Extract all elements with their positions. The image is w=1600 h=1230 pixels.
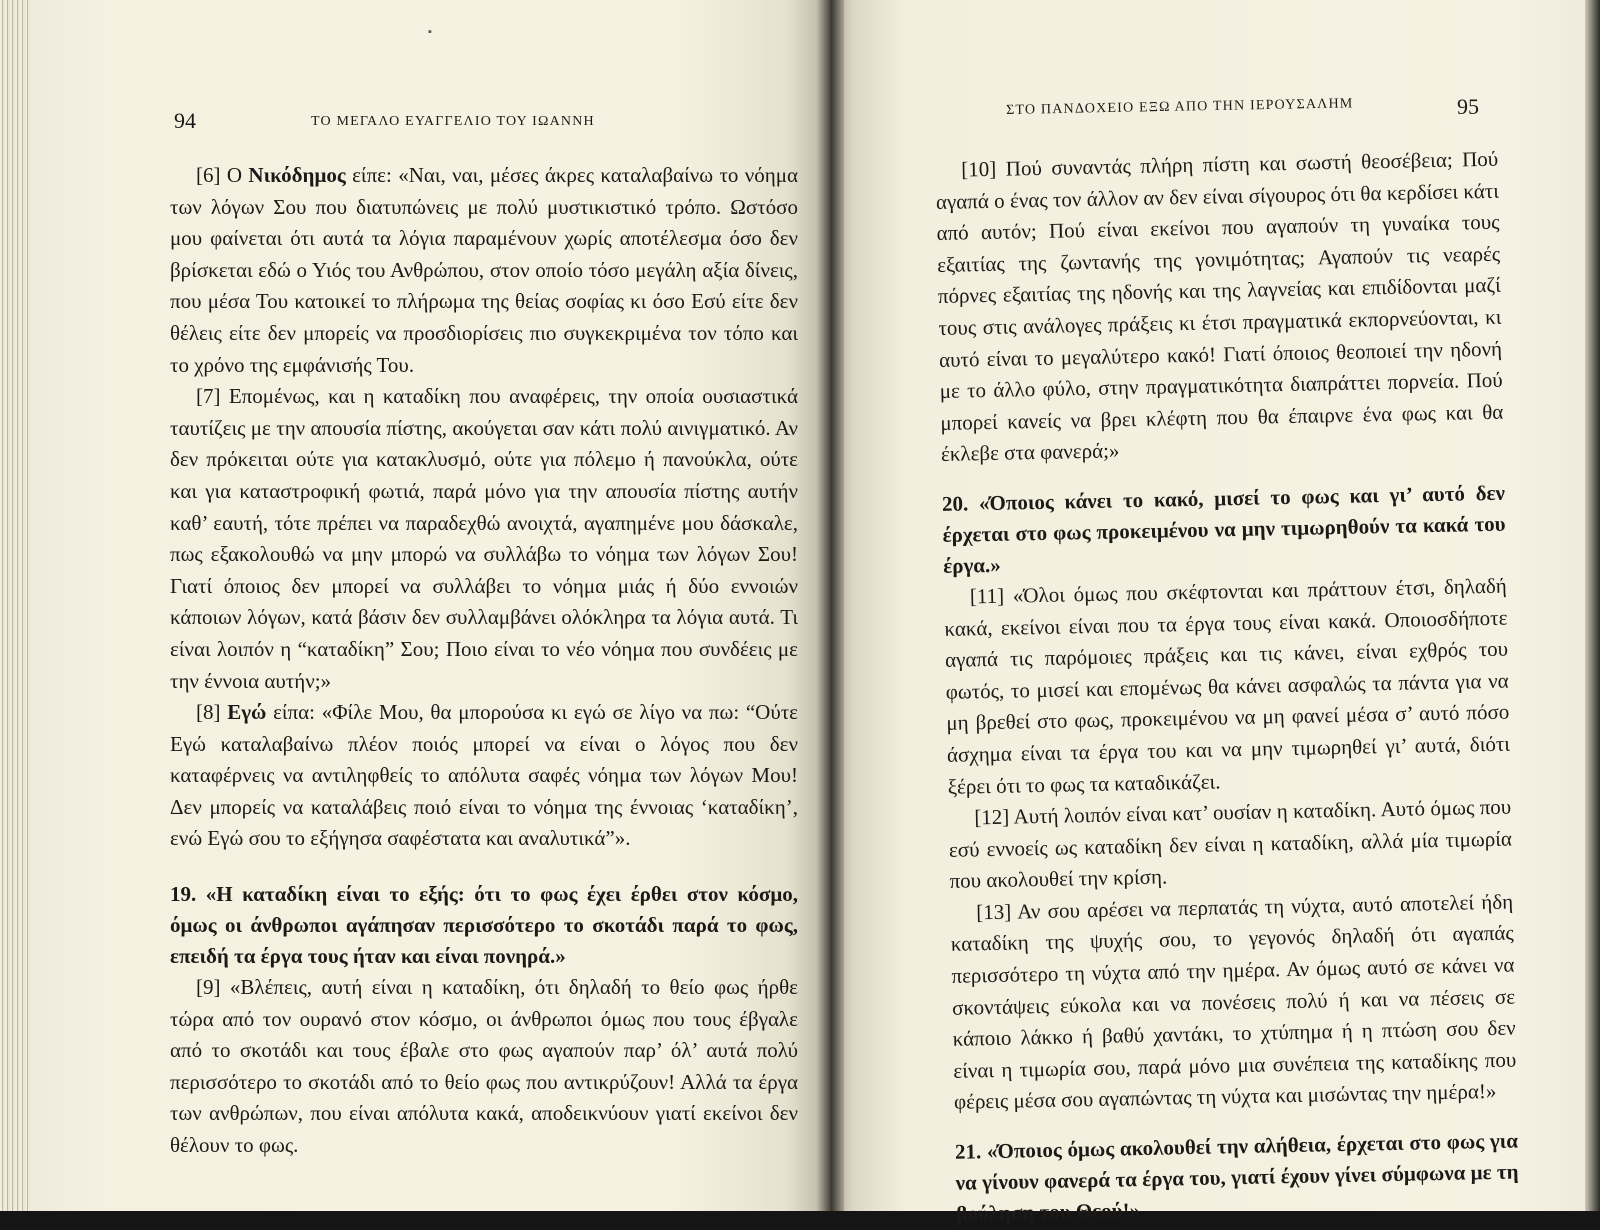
left-page <box>28 0 828 1211</box>
verse-heading-20: 20. «Όποιος κάνει το κακό, μισεί το φως και γι’ αυτό δεν έρχεται στο φως προκειμένου να μην τιμωρηθούν τα κακά του έργα.» <box>941 480 1506 578</box>
page-number: 95 <box>1457 94 1479 119</box>
paragraph-7: [7] Επομένως, και η καταδίκη που αναφέρεις, την οποία ουσιαστικά ταυτίζεις με την απουσία πίστης, ακούγεται σαν κάτι πολύ αινιγματικό. Αν δεν πρόκειται ούτε για κατακλυσμό, ούτε για πόλεμο ή πανούκλα, ούτε και για καταστροφική φωτιά, παρά μόνο για την απουσία πίστης αυτήν καθ’ εαυτή, τότε πρέπει να παραδεχθώ ανοιχτά, αγαπημένε μου δάσκαλε, πως εξακολουθώ να μην μπορώ να συλλάβω το νόημα των λόγων Σου! Γιατί όποιος δεν μπορεί να συλλάβει το νόημα μιάς ή δύο εννοιών κάποιων λόγων, κατά βάσιν δεν συλλαμβάνει ολόκληρα τα λόγια αυτά. Τι είναι λοιπόν η “καταδίκη” Σου; Ποιο είναι το νέο νόημα που συνδέεις με την έννοια αυτήν;» <box>170 384 798 693</box>
page-body <box>935 144 1519 1230</box>
scan-speck: ▪ <box>428 26 432 38</box>
paragraph-10: [10] Πού συναντάς πλήρη πίστη και σωστή θεοσέβεια; Πού αγαπά ο ένας τον άλλον αν δεν είναι σίγουρος ότι θα κερδίσει κάτι από αυτόν; Πού είναι εκείνοι που αγαπούν τη γυναίκα τους εξαιτίας της ζωντανής της γονιμότητας; Αγαπούν τις νεαρές πόρνες εξαιτίας της ηδονής και της λαγνείας και επιδίδονται μαζί τους στις ανάλογες πράξεις κι έτσι πραγματικά εκπορνεύονται, κι αυτό είναι το μεγαλύτερο κακό! Γιατί όποιος θεοποιεί την ηδονή με το άλλο φύλο, στην πραγματικότητα διαπράττει πορνεία. Πού μπορεί κανείς να βρει κλέφτη που θα έπαιρνε ένα φως και θα έκλεβε στα φανερά;» <box>935 146 1504 467</box>
paragraph-13: [13] Αν σου αρέσει να περπατάς τη νύχτα, αυτό αποτελεί ήδη καταδίκη της ψυχής σου, το γεγονός δηλαδή ότι αγαπάς περισσότερο τη νύχτα από την ημέρα. Αν όμως αυτό σε κάνει να σκοντάψεις εύκολα και να πονέσεις πολύ ή και να πέσεις σε κάποιο λάκκο ή βαθύ χαντάκι, το χτύπημα ή η πτώση σου δεν είναι η τιμωρία σου, παρά μόνο μια συνέπεια της καταδίκης που φέρεις μέσα σου αγαπώντας τη νύχτα και μισώντας την ημέρα!» <box>950 889 1517 1115</box>
speaker-name: Εγώ <box>227 700 267 725</box>
paragraph-6: [6] Ο Νικόδημος είπε: «Ναι, ναι, μέσες άκρες καταλαβαίνω το νόημα των λόγων Σου που διατυπώνεις με πολύ μυστικιστικό τρόπο. Ωστόσο μου φαίνεται ότι αυτά τα λόγια παραμένουν χωρίς αποτέλεσμα όσο δεν βρίσκεται εδώ ο Υιός του Ανθρώπου, στον οποίο τόσο μεγάλη αξία δίνεις, που μέσα Του κατοικεί το πλήρωμα της θείας σοφίας κι όσο Εσύ είτε δεν θέλεις είτε δεν μπορείς να προσδιορίσεις πιο συγκεκριμένα τον τόπο και το χρόνο της εμφάνισής Του. <box>170 163 798 377</box>
page-number: 94 <box>174 108 196 133</box>
verse-heading-19: 19. «Η καταδίκη είναι το εξής: ότι το φως έχει έρθει στον κόσμο, όμως οι άνθρωποι αγάπησαν περισσότερο το σκοτάδι παρά το φως, επειδή τα έργα τους ήταν και είναι πονηρά.» <box>170 882 798 969</box>
running-header: ΣΤΟ ΠΑΝΔΟΧΕΙΟ ΕΞΩ ΑΠΟ ΤΗΝ ΙΕΡΟΥΣΑΛΗΜ <box>1006 96 1354 118</box>
paragraph-11: [11] «Όλοι όμως που σκέφτονται και πράττουν έτσι, δηλαδή κακά, εκείνοι είναι που τα έργα τους είναι κακά. Οποιοσδήποτε αγαπά τις παρόμοιες πράξεις και τις κάνει, είναι εχθρός του φωτός, το μισεί και επομένως θα κάνει ασφαλώς τα πάντα για να μη βρεθεί στο φως, προκειμένου να μη φανεί μέσα σ’ αυτό πόσο άσχημα είναι τα έργα του και να μην τιμωρηθεί γι’ αυτά, διότι ξέρει ότι το φως τα καταδικάζει. <box>944 573 1511 799</box>
paragraph-12: [12] Αυτή λοιπόν είναι κατ’ ουσίαν η καταδίκη. Αυτό όμως που εσύ εννοείς ως καταδίκη δεν είναι η καταδίκη, αλλά μία τιμωρία που ακολουθεί την κρίση. <box>948 794 1513 894</box>
running-header: ΤΟ ΜΕΓΑΛΟ ΕΥΑΓΓΕΛΙΟ ΤΟΥ ΙΩΑΝΝΗ <box>311 114 595 129</box>
page-body <box>170 160 798 1162</box>
speaker-name: Νικόδημος <box>248 163 346 187</box>
book-gutter <box>816 0 844 1211</box>
spacer <box>170 855 798 879</box>
right-page <box>830 0 1585 1226</box>
page-edge-shadow <box>1585 0 1600 1211</box>
paragraph-8: [8] Εγώ είπα: «Φίλε Μου, θα μπορούσα κι εγώ σε λίγο να πω: “Ούτε Εγώ καταλαβαίνω πλέον ποιός μπορεί να είναι ο λόγος που δεν καταφέρνεις να αντιληφθείς το απόλυτα σαφές νόημα των λόγων Μου! Δεν μπορείς να καταλάβεις ποιό είναι το νόημα της έννοιας ‘καταδίκη’, ενώ Εγώ σου το εξήγησα σαφέστατα και αναλυτικά”». <box>170 700 798 851</box>
paragraph-9: [9] «Βλέπεις, αυτή είναι η καταδίκη, ότι δηλαδή το θείο φως ήρθε τώρα από τον ουρανό στον κόσμο, οι άνθρωποι όμως που τους έβγαλε από το σκοτάδι και τους έβαλε στο φως αγαπούν παρ’ όλ’ αυτά πολύ περισσότερο το σκοτάδι από το θείο φως που αντικρύζουν! Αλλά τα έργα των ανθρώπων, που είναι απόλυτα κακά, αποδεικνύουν γιατί εκείνοι δεν θέλουν το φως. <box>170 975 798 1158</box>
verse-heading-21: 21. «Όποιος όμως ακολουθεί την αλήθεια, έρχεται στο φως για να γίνουν φανερά τα έργα του, γιατί έχουν γίνει σύμφωνα με τη βούληση του Θεού!» <box>954 1128 1519 1226</box>
